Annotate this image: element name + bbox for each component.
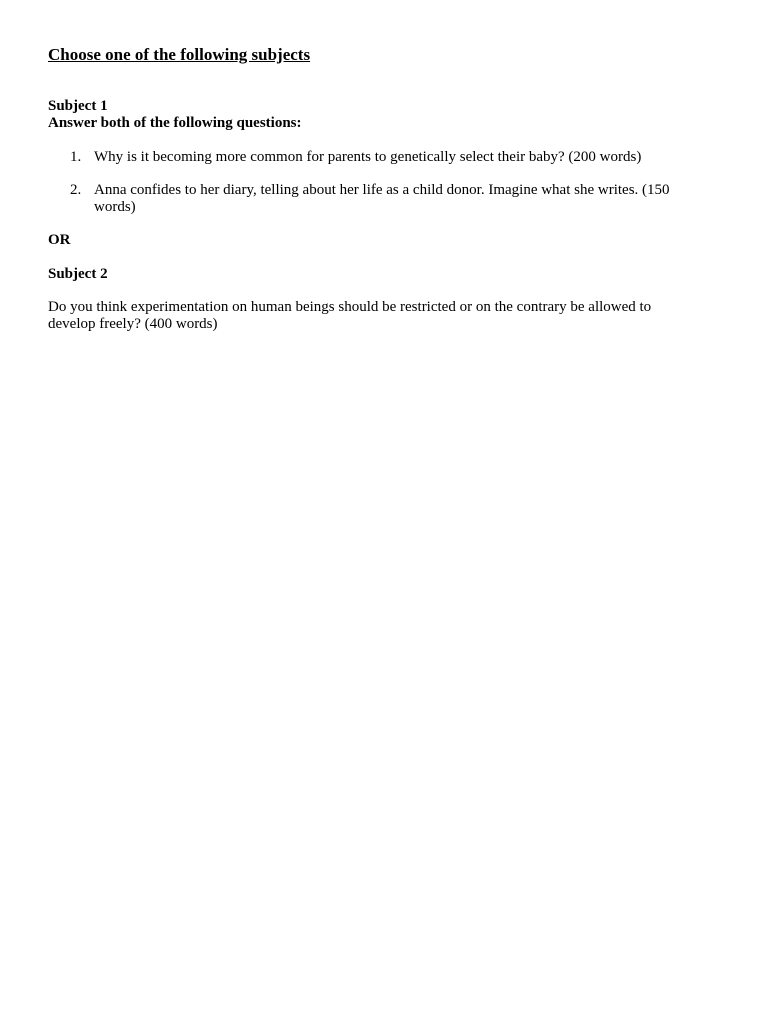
question-text: Anna confides to her diary, telling about her life as a child donor. Imagine what she writes. (150 words) <box>94 182 670 215</box>
question-number: 2. <box>70 182 82 198</box>
subject2-heading: Subject 2 <box>48 266 108 282</box>
subject1-header <box>48 98 302 132</box>
page-title: Choose one of the following subjects <box>48 45 311 64</box>
subject1-heading: Subject 1 <box>48 98 108 114</box>
list-item <box>48 149 708 166</box>
question-list <box>48 149 708 232</box>
or-separator: OR <box>48 232 71 248</box>
subject2-question: Do you think experimentation on human beings should be restricted or on the contrary be allowed to develop freely? (400 words) <box>48 299 652 332</box>
list-item <box>48 182 708 216</box>
question-text: Why is it becoming more common for parents to genetically select their baby? (200 words) <box>94 149 642 165</box>
subject1-instruction: Answer both of the following questions: <box>48 115 302 131</box>
question-number: 1. <box>70 149 82 165</box>
